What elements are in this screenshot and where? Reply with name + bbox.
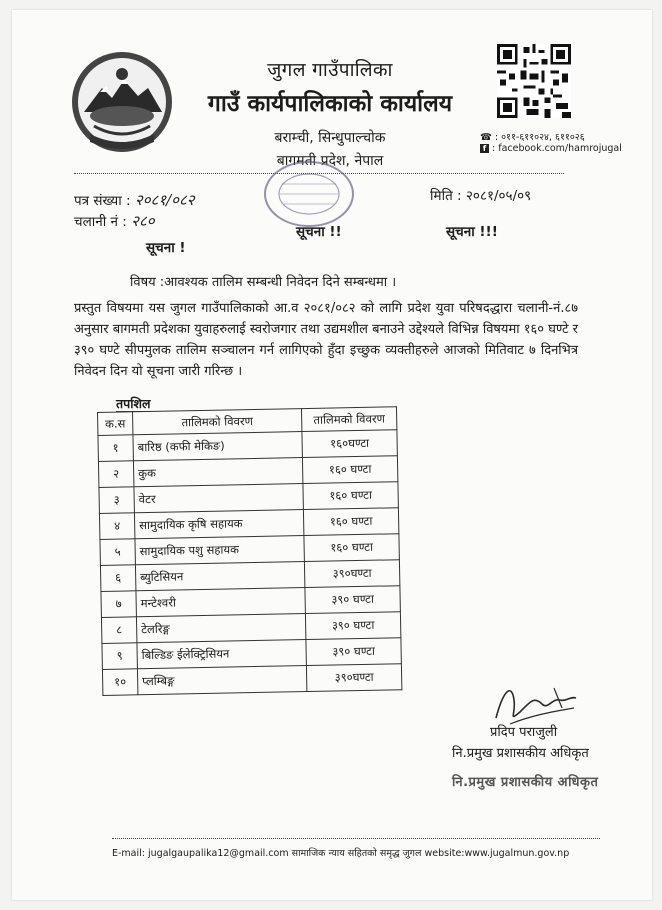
row-duration: १६० घण्टा xyxy=(302,456,397,484)
row-duration: १६० घण्टा xyxy=(303,482,398,510)
dispatch-number-value: २८० xyxy=(131,212,155,230)
reference-block xyxy=(74,190,195,232)
row-serial: १ xyxy=(98,435,133,462)
facebook-url: : facebook.com/hamrojugal xyxy=(492,143,622,154)
signer-name: प्रदिप पराजुली xyxy=(490,725,558,740)
row-duration: ३९० घण्टा xyxy=(306,638,401,666)
footer-slogan: सामाजिक न्याय सहितको समृद्ध जुगल xyxy=(291,848,422,859)
address-line-1: बराम्ची, सिन्धुपाल्चोक xyxy=(274,130,386,146)
row-training-name: प्लम्बिङ्ग xyxy=(137,666,306,695)
letter-number-label: पत्र संख्या : xyxy=(74,193,131,209)
letter-number-value: २०८१/०८२ xyxy=(134,191,195,209)
training-schedule-table xyxy=(97,406,402,696)
row-serial: ६ xyxy=(100,565,135,592)
designation-stamp: नि.प्रमुख प्रशासकीय अधिकृत xyxy=(452,775,599,790)
col-header-duration: तालिमको विवरण xyxy=(301,407,396,432)
row-serial: ७ xyxy=(101,591,136,618)
row-serial: ८ xyxy=(101,617,136,644)
signer-title: नि.प्रमुख प्रशासकीय अधिकृत xyxy=(452,746,589,761)
qr-code-icon xyxy=(497,44,571,118)
row-serial: ९ xyxy=(102,643,137,670)
row-duration: १६० घण्टा xyxy=(304,534,399,562)
row-serial: ५ xyxy=(100,539,135,566)
notice-document xyxy=(12,10,652,900)
address-line-2: बागमती प्रदेश, नेपाल xyxy=(276,153,384,169)
office-stamp-icon xyxy=(260,158,358,230)
subject-line: विषय :आवश्यक तालिम सम्बन्धी निवेदन दिने सम्बन्धमा । xyxy=(130,275,397,290)
row-training-name: सामुदायिक कृषि सहायक xyxy=(134,510,303,539)
row-duration: ३९०घण्टा xyxy=(306,664,401,692)
phone-number: ☎ : ०११-६११०२४, ६११०२६ xyxy=(480,132,585,143)
row-training-name: बारिष्ठ (कफी मेकिङ) xyxy=(133,432,302,461)
municipality-name: जुगल गाउँपालिका xyxy=(267,59,393,81)
facebook-link-row xyxy=(480,143,622,154)
row-training-name: सामुदायिक पशु सहायक xyxy=(135,536,304,565)
notice-body: प्रस्तुत विषयमा यस जुगल गाउँपालिकाको आ.व २०८१/०८२ को लागि प्रदेश युवा परिषदद्धारा चलानी-नं.८७ अनुसार बागमती प्रदेशका युवाहरुलाई स्वरोजगार तथा उद्यमशील बनाउने उद्देश्यले विभिन्न विषयमा १६० घण्टे र ३९० घण्टे सीपमुलक तालिम सञ्चालन गर्न लागिएको हुँदा इच्छुक व्यक्तीहरुले आजको मितिवाट ७ दिनभित्र निवेदन दिन यो सूचना जारी गरिन्छ । xyxy=(74,301,578,379)
row-training-name: वेटर xyxy=(134,484,303,513)
col-header-serial: क.स xyxy=(98,412,133,436)
table-row xyxy=(102,664,401,696)
notice-label-2: सूचना !! xyxy=(296,224,342,240)
row-duration: ३९० घण्टा xyxy=(305,586,400,614)
row-duration: १६०घण्टा xyxy=(302,430,397,458)
footer-divider xyxy=(112,838,600,839)
row-duration: ३९० घण्टा xyxy=(305,612,400,640)
row-training-name: बिल्डिङ ईलेक्ट्रिसियन xyxy=(137,640,306,669)
notice-label-3: सूचना !!! xyxy=(446,224,498,240)
row-duration: १६० घण्टा xyxy=(303,508,398,536)
date-block xyxy=(430,186,531,204)
row-training-name: मन्टेश्वरी xyxy=(136,588,305,617)
footer-website: website:www.jugalmun.gov.np xyxy=(424,848,570,859)
row-duration: ३९०घण्टा xyxy=(304,560,399,588)
table-caption: तपशिल xyxy=(116,396,151,411)
row-training-name: कुक xyxy=(133,458,302,487)
row-training-name: ब्युटिसियन xyxy=(135,562,304,591)
facebook-icon: f xyxy=(480,144,489,153)
date-value: २०८१/०५/०९ xyxy=(465,188,532,204)
row-serial: २ xyxy=(98,461,133,488)
office-name: गाउँ कार्यपालिकाको कार्यालय xyxy=(207,91,453,117)
date-label: मिति : xyxy=(430,188,462,204)
footer-email: E-mail: jugalgaupalika12@gmail.com xyxy=(112,848,289,859)
row-serial: ४ xyxy=(99,513,134,540)
row-training-name: टेलरिङ्ग xyxy=(136,614,305,643)
dispatch-number-label: चलानी नं : xyxy=(74,214,127,230)
notice-label-1: सूचना ! xyxy=(146,240,186,256)
nepal-emblem-icon xyxy=(70,50,174,154)
col-header-training: तालिमको विवरण xyxy=(133,409,302,435)
row-serial: ३ xyxy=(99,487,134,514)
footer xyxy=(112,846,612,859)
row-serial: १० xyxy=(102,669,137,696)
